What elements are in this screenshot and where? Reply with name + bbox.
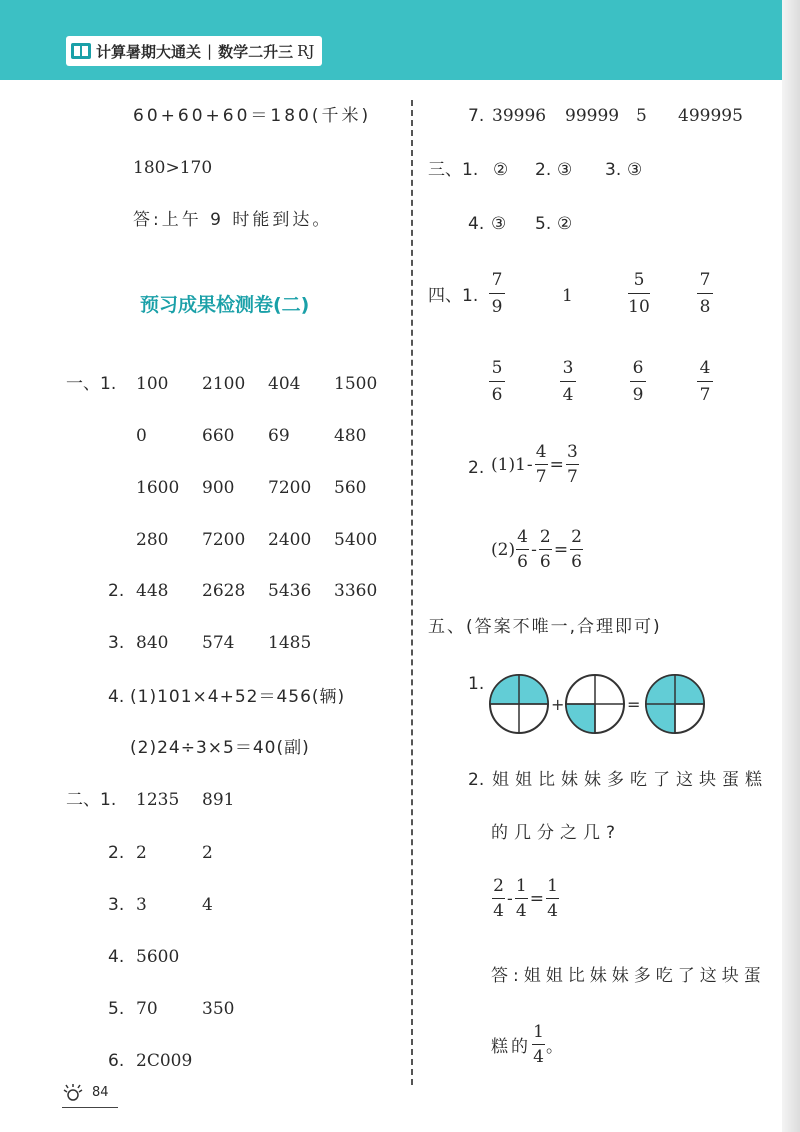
part2-q5-label: 5. xyxy=(108,999,125,1019)
numerator: 4 xyxy=(535,442,547,462)
grid-cell: 0 xyxy=(136,426,147,446)
series-title: 计算暑期大通关 xyxy=(96,42,202,61)
part5-q2-question-cont: 的几分之几? xyxy=(491,823,622,843)
grid-cell: 1500 xyxy=(334,374,378,394)
fraction xyxy=(539,527,552,572)
footer-underline xyxy=(62,1107,118,1108)
equals-sign: = xyxy=(627,695,641,714)
series-edition: RJ xyxy=(297,42,315,60)
whole-number: 1 xyxy=(562,286,573,306)
grid-cell: 5400 xyxy=(334,530,378,550)
numerator: 7 xyxy=(699,270,711,290)
page-number: 84 xyxy=(92,1084,109,1100)
part3-q2-label: 2. xyxy=(535,160,552,180)
fraction xyxy=(560,358,576,405)
fraction xyxy=(516,527,529,572)
part3-answer: ③ xyxy=(557,160,573,180)
numerator: 1 xyxy=(547,876,558,896)
denominator: 4 xyxy=(562,385,574,405)
fraction xyxy=(630,358,646,405)
numerator: 4 xyxy=(699,358,711,378)
numerator: 5 xyxy=(491,358,503,378)
part5-answer-cont xyxy=(491,1022,566,1067)
part2-label: 二、1. xyxy=(66,790,117,810)
part2-q1-value: 891 xyxy=(202,790,235,810)
circle-fill xyxy=(566,704,595,733)
part3-answer: ③ xyxy=(627,160,643,180)
grid-cell: 7200 xyxy=(268,478,312,498)
grid-cell: 280 xyxy=(136,530,169,550)
grid-cell: 2400 xyxy=(268,530,312,550)
fraction xyxy=(628,270,650,317)
part2-q4-value: 5600 xyxy=(136,947,180,967)
answer-suffix: 。 xyxy=(546,1037,566,1057)
denominator: 4 xyxy=(533,1047,544,1067)
part2-q2-label: 2. xyxy=(108,843,125,863)
part3-answer: ② xyxy=(493,160,509,180)
grid-cell: 480 xyxy=(334,426,367,446)
numerator: 7 xyxy=(491,270,503,290)
numerator: 2 xyxy=(539,527,551,547)
sun-icon xyxy=(62,1082,88,1102)
q7-value: 5 xyxy=(636,106,647,126)
fraction xyxy=(492,876,505,921)
series-subtitle: 数学二升三 xyxy=(218,42,294,61)
fraction xyxy=(535,442,548,487)
part2-q2-value: 2 xyxy=(202,843,213,863)
part4-q2-label: 2. xyxy=(468,458,485,478)
grid-cell: 900 xyxy=(202,478,235,498)
denominator: 4 xyxy=(493,901,504,921)
equals-sign: = xyxy=(553,539,569,560)
fraction xyxy=(489,358,505,405)
part2-q3-label: 3. xyxy=(108,895,125,915)
part5-q2-question: 姐姐比妹妹多吃了这块蛋糕 xyxy=(492,770,768,790)
fraction xyxy=(489,270,505,317)
q2-value: 448 xyxy=(136,581,169,601)
plus-sign: + xyxy=(551,695,565,714)
numerator: 1 xyxy=(515,876,527,896)
denominator: 4 xyxy=(547,901,558,921)
circle-three-quarters-shaded xyxy=(646,675,704,733)
denominator: 10 xyxy=(628,297,650,317)
part3-q4-label: 4. xyxy=(468,214,485,234)
numerator: 6 xyxy=(632,358,644,378)
numerator: 2 xyxy=(571,527,582,547)
equals-sign: = xyxy=(549,454,564,475)
denominator: 6 xyxy=(491,385,503,405)
prev-answer-line: 答:上午 9 时能到达。 xyxy=(133,210,333,230)
fraction xyxy=(546,876,559,921)
part5-q1-label: 1. xyxy=(468,674,485,694)
numerator: 4 xyxy=(517,527,528,547)
grid-cell: 560 xyxy=(334,478,367,498)
grid-cell: 660 xyxy=(202,426,235,446)
part5-label: 五、(答案不唯一,合理即可) xyxy=(428,617,662,637)
fraction xyxy=(532,1022,545,1067)
numerator: 1 xyxy=(533,1022,544,1042)
denominator: 7 xyxy=(535,467,547,487)
q4-line1: (1)101×4+52＝456(辆) xyxy=(130,687,346,707)
grid-cell: 1600 xyxy=(136,478,180,498)
denominator: 6 xyxy=(539,552,551,572)
denominator: 7 xyxy=(566,467,578,487)
book-icon xyxy=(70,42,92,60)
minus-sign: - xyxy=(531,539,537,560)
fraction xyxy=(697,270,713,317)
equation-1 xyxy=(491,442,580,487)
section-title: 预习成果检测卷(二) xyxy=(140,294,310,316)
fraction-circles-diagram xyxy=(488,672,718,736)
numerator: 3 xyxy=(566,442,578,462)
part5-q2-label: 2. xyxy=(468,770,485,790)
series-label xyxy=(66,36,322,66)
denominator: 9 xyxy=(491,297,503,317)
column-divider xyxy=(411,100,413,1085)
grid-cell: 100 xyxy=(136,374,169,394)
minus-sign: - xyxy=(507,888,513,909)
part4-label: 四、1. xyxy=(428,286,479,306)
grid-cell: 7200 xyxy=(202,530,246,550)
q3-value: 840 xyxy=(136,633,169,653)
circle-half-shaded xyxy=(490,675,548,733)
eq-prefix: (1)1 xyxy=(491,454,526,475)
fraction xyxy=(570,527,583,572)
prev-compare-line: 180>170 xyxy=(133,158,213,178)
part5-equation xyxy=(491,876,560,921)
part3-answer: ③ xyxy=(491,214,507,234)
answer-prefix: 糕的 xyxy=(491,1037,531,1057)
q2-label: 2. xyxy=(108,581,125,601)
equation-2 xyxy=(491,527,584,572)
q2-value: 5436 xyxy=(268,581,312,601)
q2-value: 3360 xyxy=(334,581,378,601)
part2-q6-value: 2C009 xyxy=(136,1051,193,1071)
denominator: 7 xyxy=(699,385,711,405)
fraction xyxy=(515,876,528,921)
part2-q5-value: 350 xyxy=(202,999,235,1019)
numerator: 2 xyxy=(493,876,504,896)
denominator: 6 xyxy=(517,552,528,572)
part3-q5-label: 5. xyxy=(535,214,552,234)
part2-q6-label: 6. xyxy=(108,1051,125,1071)
q7-value: 39996 xyxy=(492,106,547,126)
q3-value: 1485 xyxy=(268,633,312,653)
numerator: 5 xyxy=(633,270,645,290)
part2-q4-label: 4. xyxy=(108,947,125,967)
denominator: 8 xyxy=(699,297,711,317)
grid-cell: 404 xyxy=(268,374,301,394)
q3-label: 3. xyxy=(108,633,125,653)
fraction xyxy=(566,442,579,487)
part3-label: 三、1. xyxy=(428,160,479,180)
part2-q3-value: 4 xyxy=(202,895,213,915)
fraction xyxy=(697,358,713,405)
circle-quarter-shaded xyxy=(566,675,624,733)
part2-q1-value: 1235 xyxy=(136,790,180,810)
part2-q5-value: 70 xyxy=(136,999,158,1019)
denominator: 9 xyxy=(632,385,644,405)
grid-cell: 2100 xyxy=(202,374,246,394)
q3-value: 574 xyxy=(202,633,235,653)
part2-q2-value: 2 xyxy=(136,843,147,863)
part5-answer: 答:姐姐比妹妹多吃了这块蛋 xyxy=(491,966,766,986)
part2-q3-value: 3 xyxy=(136,895,147,915)
page-footer xyxy=(62,1082,109,1102)
equals-sign: = xyxy=(529,888,544,909)
q4-line2: (2)24÷3×5＝40(副) xyxy=(130,738,310,758)
q7-value: 99999 xyxy=(565,106,620,126)
denominator: 4 xyxy=(515,901,527,921)
q4-label: 4. xyxy=(108,687,125,707)
grid-cell: 69 xyxy=(268,426,290,446)
eq-prefix: (2) xyxy=(491,539,516,560)
denominator: 6 xyxy=(571,552,582,572)
part3-q3-label: 3. xyxy=(605,160,622,180)
q7-label: 7. xyxy=(468,106,485,126)
numerator: 3 xyxy=(562,358,574,378)
q2-value: 2628 xyxy=(202,581,246,601)
page-edge-shadow xyxy=(782,0,800,1132)
q7-value: 499995 xyxy=(678,106,743,126)
part1-label: 一、1. xyxy=(66,374,117,394)
prev-calc-line: 60+60+60＝180(千米) xyxy=(133,106,372,126)
minus-sign: - xyxy=(526,454,533,475)
part3-answer: ② xyxy=(557,214,573,234)
series-separator: | xyxy=(207,42,213,60)
